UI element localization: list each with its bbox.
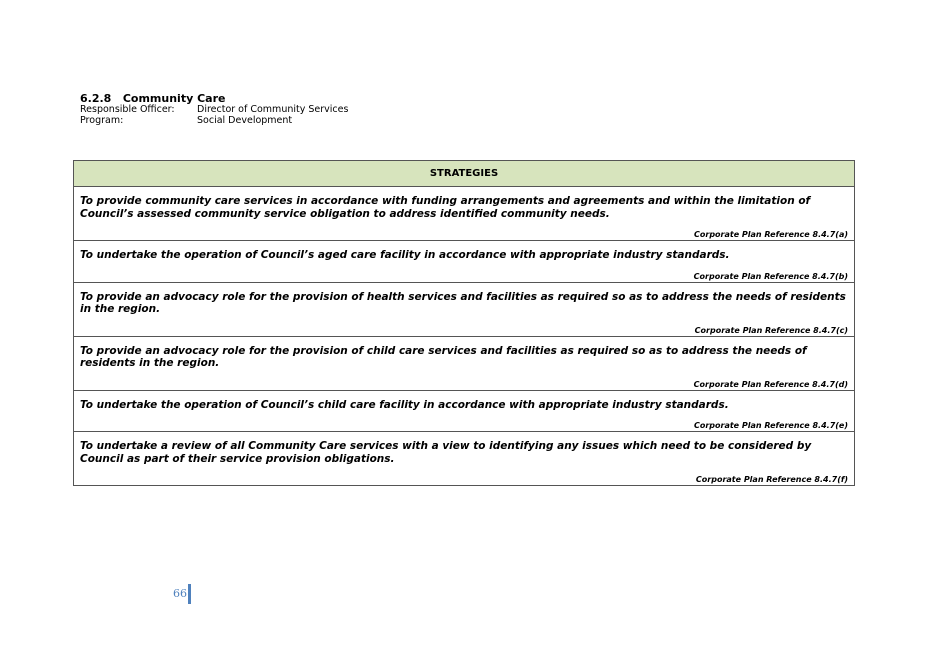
strategies-table <box>73 160 855 486</box>
section-number: 6.2.8 <box>80 92 112 105</box>
table-row <box>74 336 855 390</box>
responsible-officer-value: Director of Community Services <box>197 104 349 115</box>
corporate-plan-ref: Corporate Plan Reference 8.4.7(c) <box>694 325 848 335</box>
table-row <box>74 187 855 241</box>
page-number: 66 <box>173 587 187 600</box>
strategy-text: To provide community care services in accordance with funding arrangements and agreements and within the limitation of Council’s assessed community service obligation to address identified community needs. <box>80 195 811 220</box>
strategy-text: To undertake a review of all Community Care services with a view to identifying any issues which need to be considered by Council as part of their service provision obligations. <box>80 440 812 465</box>
responsible-officer-line <box>80 104 348 115</box>
corporate-plan-ref: Corporate Plan Reference 8.4.7(d) <box>693 379 848 389</box>
strategy-text: To provide an advocacy role for the provision of child care services and facilities as required so as to address the needs of residents in the region. <box>80 344 807 369</box>
table-row <box>74 390 855 432</box>
corporate-plan-ref: Corporate Plan Reference 8.4.7(b) <box>693 271 848 281</box>
strategy-text: To undertake the operation of Council’s aged care facility in accordance with appropriate industry standards. <box>80 249 730 261</box>
corporate-plan-ref: Corporate Plan Reference 8.4.7(f) <box>695 475 848 484</box>
program-line <box>80 115 292 126</box>
program-value: Social Development <box>197 115 293 126</box>
strategy-text: To undertake the operation of Council’s child care facility in accordance with appropriate industry standards. <box>80 398 729 411</box>
corporate-plan-ref: Corporate Plan Reference 8.4.7(e) <box>693 421 848 430</box>
section-title: Community Care <box>122 92 226 105</box>
page-number-divider <box>188 584 191 604</box>
strategy-text: To provide an advocacy role for the provision of health services and facilities as required so as to address the needs of residents in the region. <box>80 290 846 315</box>
program-label: Program: <box>80 115 124 126</box>
corporate-plan-ref: Corporate Plan Reference 8.4.7(a) <box>694 230 848 239</box>
responsible-officer-label: Responsible Officer: <box>80 104 175 115</box>
table-row <box>74 282 855 336</box>
strategies-header: STRATEGIES <box>74 161 855 187</box>
table-row <box>74 241 855 283</box>
table-row <box>74 432 855 486</box>
